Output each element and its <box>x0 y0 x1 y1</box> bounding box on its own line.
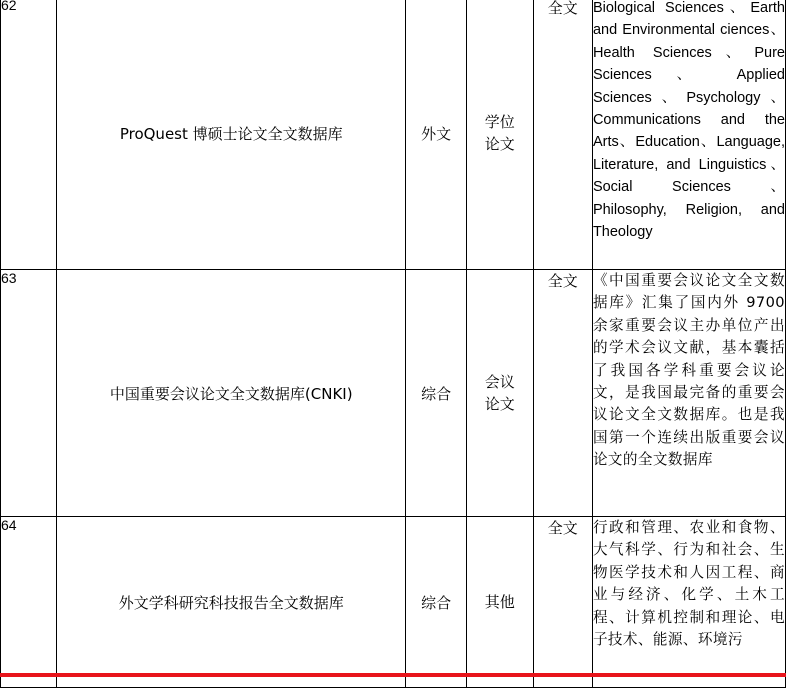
doc-type-line-1: 会议 <box>484 373 515 391</box>
doc-type-line-1: 学位 <box>484 113 515 131</box>
language-cell: 外文 <box>406 0 466 270</box>
description-cell <box>592 270 785 517</box>
database-name: ProQuest 博硕士论文全文数据库 <box>57 0 406 270</box>
row-number: 64 <box>1 517 57 688</box>
fulltext-cell: 全文 <box>533 0 592 270</box>
fulltext-cell: 全文 <box>533 270 592 517</box>
row-number: 62 <box>1 0 57 270</box>
description-text: 《中国重要会议论文全文数据库》汇集了国内外 9700 余家重要会议主办单位产出的学术会议文献，基本囊括了我国各学科重要会议论文，是我国最完备的重要会议论文全文数据库。也是我国第一个连续出版重要会议论文的全文数据库 <box>592 272 785 469</box>
doc-type-cell <box>466 0 533 270</box>
database-name: 中国重要会议论文全文数据库(CNKI) <box>57 270 406 517</box>
doc-type-cell <box>466 270 533 517</box>
doc-type-line-2: 论文 <box>484 135 515 153</box>
table-row <box>1 0 786 270</box>
language-cell: 综合 <box>406 270 466 517</box>
fulltext-cell: 全文 <box>533 517 592 688</box>
table-row <box>1 270 786 517</box>
table-row <box>1 517 786 688</box>
doc-type-cell: 其他 <box>466 517 533 688</box>
database-name: 外文学科研究科技报告全文数据库 <box>57 517 406 688</box>
language-cell: 综合 <box>406 517 466 688</box>
doc-type-line-2: 论文 <box>484 395 515 413</box>
description-cell <box>592 0 785 270</box>
description-text: Biological Sciences、Earth and Environmental ciences、Health Sciences、Pure Sciences 、 Applied Sciences、Psychology、Communications and the Arts、Education、Language, Literature, and Linguistics、Social Sciences 、 Philosophy, Religion, and Theology <box>592 0 785 241</box>
description-cell <box>592 517 785 688</box>
row-number: 63 <box>1 270 57 517</box>
description-text: 行政和管理、农业和食物、大气科学、行为和社会、生物医学技术和人因工程、商业与经济、化学、土木工程、计算机控制和理论、电子技术、能源、环境污 <box>592 519 785 649</box>
red-divider-bar <box>0 673 786 677</box>
